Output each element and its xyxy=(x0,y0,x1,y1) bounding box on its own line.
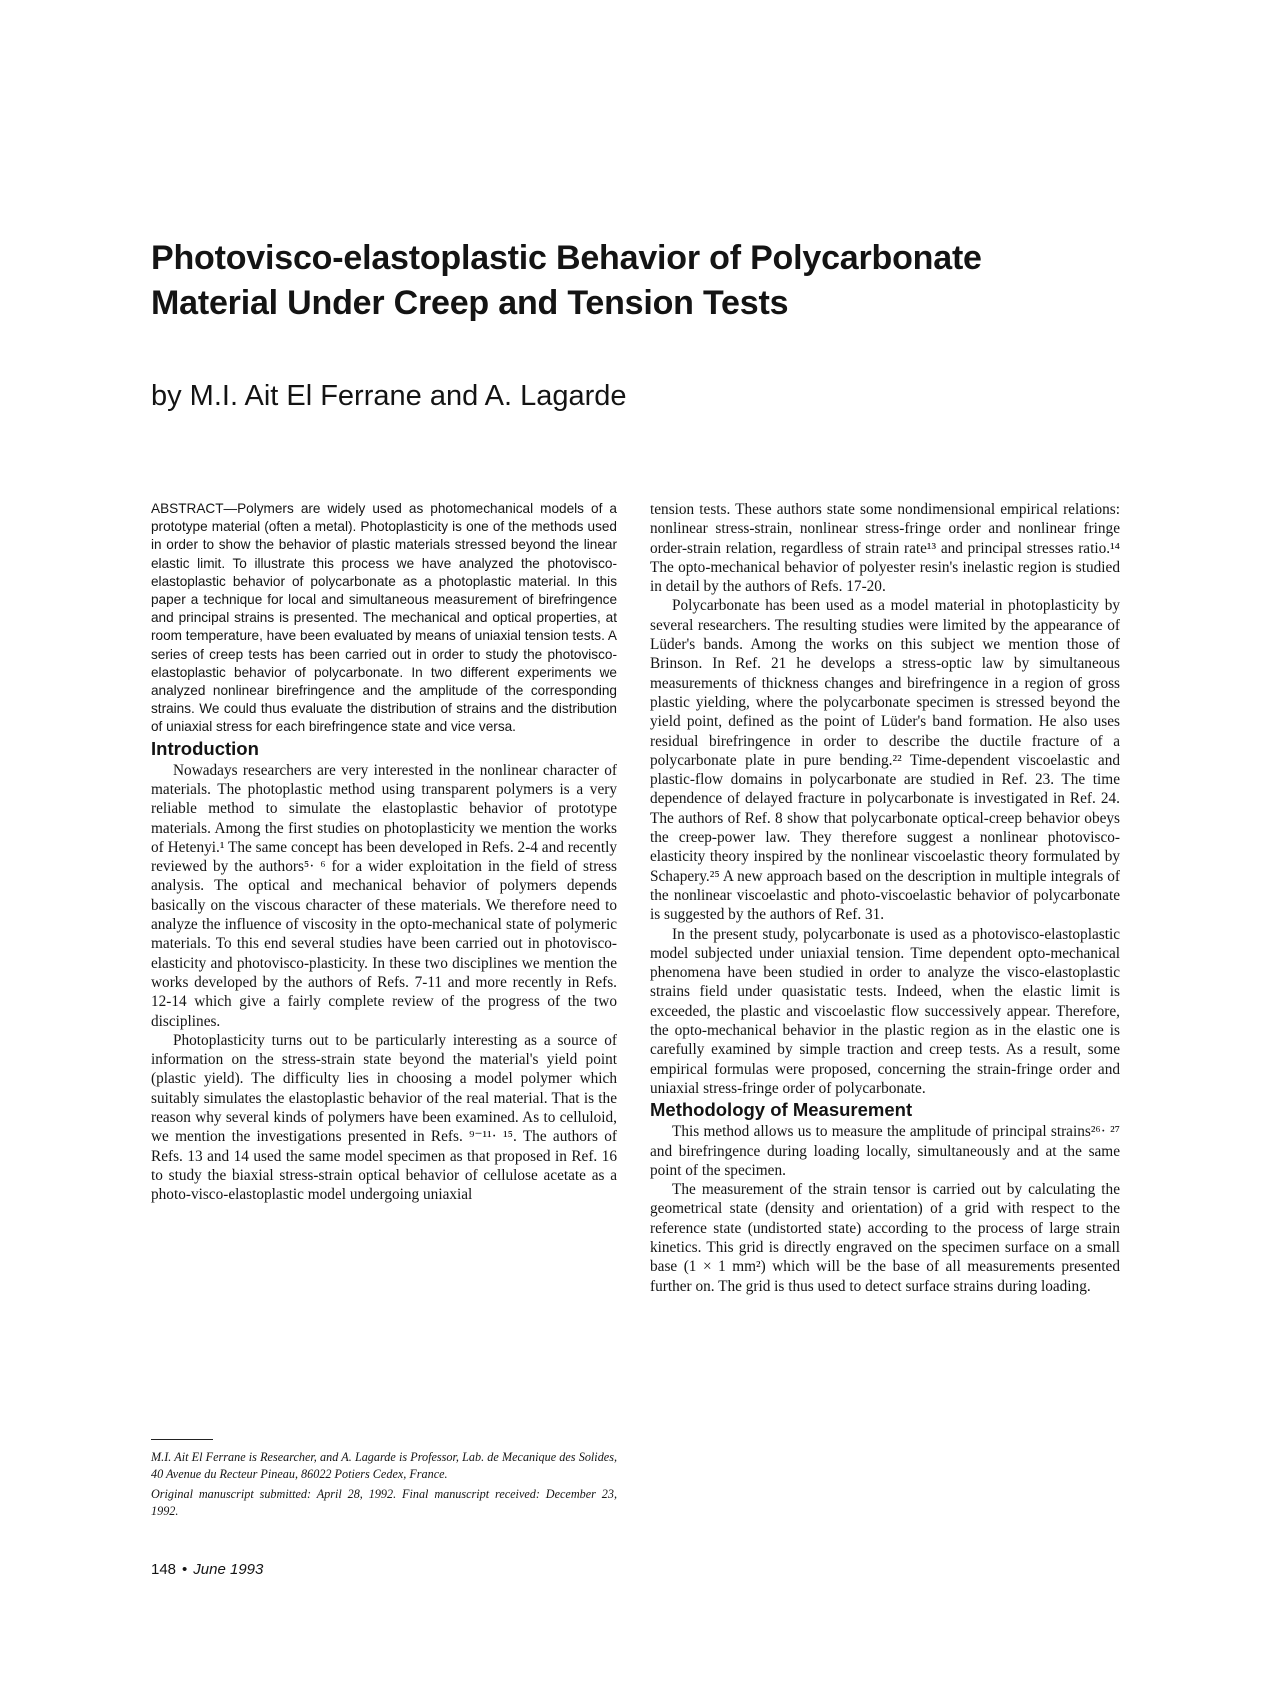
introduction-paragraph-4: Polycarbonate has been used as a model material in photoplasticity by several researchers. The resulting studies were limited by the appearance of Lüder's bands. Among the works on this subject we mention those of Brinson. In Ref. 21 he develops a stress-optic law by simultaneous measurements of thickness changes and birefringence in a region of gross plastic yielding, where the polycarbonate specimen is stressed beyond the yield point, defined as the point of Lüder's band formation. He also uses residual birefringence in order to describe the ductile fracture of a polycarbonate plate in pure bending.²² Time-dependent viscoelastic and plastic-flow domains in polycarbonate are studied in Ref. 23. The time dependence of delayed fracture in polycarbonate is investigated in Ref. 24. The authors of Ref. 8 show that polycarbonate optical-creep behavior obeys the creep-power law. They therefore suggest a nonlinear photovisco-elasticity theory inspired by the nonlinear viscoelastic theory formulated by Schapery.²⁵ A new approach based on the description in multiple integrals of the nonlinear viscoelastic and photo-viscoelastic behavior of polycarbonate is suggested by the authors of Ref. 31. xyxy=(650,597,1120,924)
methodology-heading: Methodology of Measurement xyxy=(650,1099,913,1121)
introduction-paragraph-5: In the present study, polycarbonate is used as a photovisco-elastoplastic model subjected under uniaxial tension. Time dependent opto-mechanical phenomena have been studied in order to analyze the visco-elastoplastic strains field under quasistatic tests. Indeed, when the elastic limit is exceeded, the plastic and viscoelastic flow successively appear. Therefore, the opto-mechanical behavior in the plastic region as in the elastic one is carefully examined by simple traction and creep tests. As a result, some empirical formulas were proposed, concerning the strain-fringe order and uniaxial stress-fringe order of polycarbonate. xyxy=(650,925,1120,1097)
footer-bullet: • xyxy=(182,1561,188,1578)
abstract: ABSTRACT—Polymers are widely used as photomechanical models of a prototype material (often a metal). Photoplasticity is one of the methods used in order to show the behavior of plastic materials stressed beyond the linear elastic limit. To illustrate this process we have analyzed the photovisco-elastoplastic behavior of polycarbonate as a photoplastic material. In this paper a technique for local and simultaneous measurement of birefringence and principal strains is presented. The mechanical and optical properties, at room temperature, have been evaluated by means of uniaxial tension tests. A series of creep tests has been carried out in order to study the photovisco-elastoplastic behavior of polycarbonate. In two different experiments we analyzed nonlinear birefringence and the amplitude of the corresponding strains. We could thus evaluate the distribution of strains and the distribution of uniaxial stress for each birefringence state and vice versa. xyxy=(151,501,617,735)
introduction-paragraph-1: Nowadays researchers are very interested in the nonlinear character of materials. The photoplastic method using transparent polymers is a very reliable method to simulate the elastoplastic behavior of prototype materials. Among the first studies on photoplasticity we mention the works of Hetenyi.¹ The same concept has been developed in Refs. 2-4 and recently reviewed by the authors⁵· ⁶ for a wider exploitation in the field of stress analysis. The optical and mechanical behavior of polymers depends basically on the viscous character of these materials. We therefore need to analyze the influence of viscosity in the opto-mechanical state of polymeric materials. To this end several studies have been carried out in photovisco-elasticity and photovisco-plasticity. In these two disciplines we mention the works developed by the authors of Refs. 7-11 and more recently in Refs. 12-14 which give a fairly complete review of the progress of the two disciplines. xyxy=(151,761,617,1030)
page-number: 148 xyxy=(151,1561,177,1578)
right-column xyxy=(650,500,1120,1296)
paper-authors: by M.I. Ait El Ferrane and A. Lagarde xyxy=(151,380,627,412)
introduction-heading: Introduction xyxy=(151,737,259,759)
manuscript-dates-footnote: Original manuscript submitted: April 28, 1992. Final manuscript received: December 23, 1992. xyxy=(151,1487,617,1518)
page-footer xyxy=(151,1561,263,1578)
introduction-paragraph-3: tension tests. These authors state some nondimensional empirical relations: nonlinear stress-strain, nonlinear stress-fringe order and nonlinear fringe order-strain relation, regardless of strain rate¹³ and principal stresses ratio.¹⁴ The opto-mechanical behavior of polyester resin's inelastic region is studied in detail by the authors of Refs. 17-20. xyxy=(650,501,1120,596)
title-line-1: Photovisco-elastoplastic Behavior of Polycarbonate xyxy=(151,239,982,277)
footnote-divider xyxy=(151,1439,213,1440)
title-line-2: Material Under Creep and Tension Tests xyxy=(151,284,789,322)
introduction-paragraph-2: Photoplasticity turns out to be particularly interesting as a source of information on the stress-strain state beyond the material's yield point (plastic yield). The difficulty lies in choosing a model polymer which suitably simulates the elastoplastic behavior of the real material. That is the reason why several kinds of polymers have been examined. As to celluloid, we mention the investigations presented in Refs. ⁹⁻¹¹· ¹⁵. The authors of Refs. 13 and 14 used the same model specimen as that proposed in Ref. 16 to study the biaxial stress-strain optical behavior of cellulose acetate as a photo-visco-elastoplastic model undergoing uniaxial xyxy=(151,1031,617,1204)
left-column xyxy=(151,500,617,1204)
author-affiliation-footnote: M.I. Ait El Ferrane is Researcher, and A. Lagarde is Professor, Lab. de Mecanique des Solides, 40 Avenue du Recteur Pineau, 86022 Potiers Cedex, France. xyxy=(151,1450,617,1481)
paper-title xyxy=(151,236,1151,326)
issue-date: June 1993 xyxy=(193,1561,264,1578)
methodology-paragraph-2: The measurement of the strain tensor is carried out by calculating the geometrical state (density and orientation) of a grid with respect to the reference state (undistorted state) according to the process of large strain kinetics. This grid is directly engraved on the specimen surface on a small base (1 × 1 mm²) which will be the base of all measurements presented further on. The grid is thus used to detect surface strains during loading. xyxy=(650,1181,1120,1295)
methodology-paragraph-1: This method allows us to measure the amplitude of principal strains²⁶· ²⁷ and birefringence during loading locally, simultaneously and at the same point of the specimen. xyxy=(650,1123,1120,1179)
